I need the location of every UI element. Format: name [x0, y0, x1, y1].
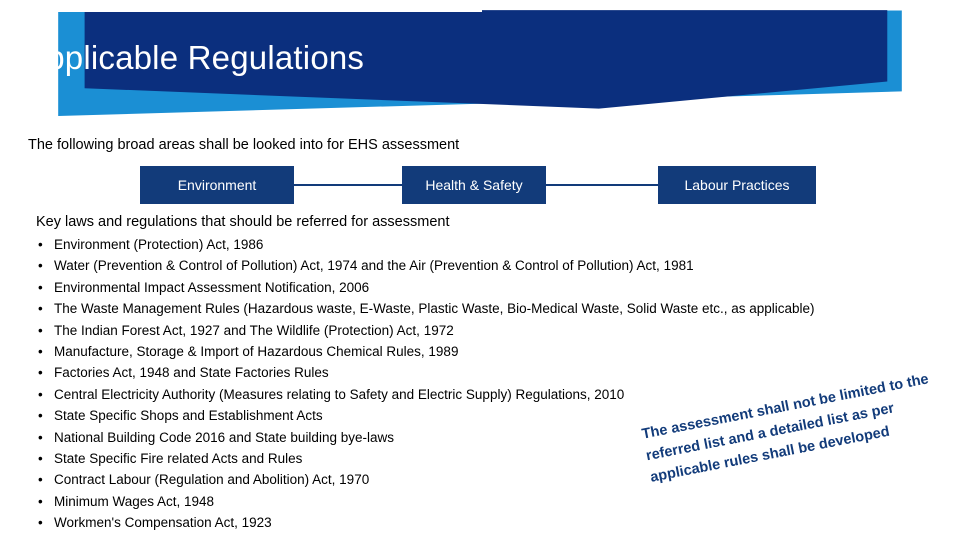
list-item-label: Water (Prevention & Control of Pollution) Act, 1974 and the Air (Prevention & Control of Pollution) Act, 1981	[54, 258, 694, 274]
list-item	[36, 298, 936, 319]
list-item	[36, 362, 936, 383]
process-box-health-safety: Health & Safety	[402, 166, 546, 204]
list-item	[36, 277, 936, 298]
process-box-environment: Environment	[140, 166, 294, 204]
list-item	[36, 469, 936, 490]
list-item-label: Central Electricity Authority (Measures relating to Safety and Electric Supply) Regulations, 2010	[54, 386, 625, 402]
list-item-label: The Indian Forest Act, 1927 and The Wildlife (Protection) Act, 1972	[54, 322, 454, 338]
list-item	[36, 234, 936, 255]
page-title: Applicable Regulations	[24, 39, 365, 76]
bullet-icon: •	[38, 515, 43, 531]
list-item	[36, 341, 936, 362]
bullet-icon: •	[38, 258, 43, 274]
list-item-label: State Specific Shops and Establishment Acts	[54, 408, 323, 424]
bullet-icon: •	[38, 472, 43, 488]
list-item	[36, 491, 936, 512]
bullet-icon: •	[38, 322, 43, 338]
process-flow	[140, 166, 816, 204]
list-item-label: Workmen's Compensation Act, 1923	[54, 515, 272, 531]
regulations-list	[36, 234, 936, 534]
list-item-label: Factories Act, 1948 and State Factories Rules	[54, 365, 329, 381]
list-item-label: Minimum Wages Act, 1948	[54, 493, 215, 509]
slide-header	[0, 0, 960, 132]
list-item	[36, 255, 936, 276]
bullet-icon: •	[38, 301, 43, 317]
list-item-label: Manufacture, Storage & Import of Hazardous Chemical Rules, 1989	[54, 344, 459, 360]
bullet-icon: •	[38, 408, 43, 424]
bullet-icon: •	[38, 237, 43, 252]
callout-note: The assessment shall not be limited to the referred list and a detailed list as per applicable rules shall be developed	[640, 371, 930, 486]
intro-text: The following broad areas shall be looked into for EHS assessment	[28, 137, 460, 153]
list-heading: Key laws and regulations that should be referred for assessment	[36, 214, 450, 230]
list-item-label: Contract Labour (Regulation and Abolition) Act, 1970	[54, 472, 370, 488]
bullet-icon: •	[38, 429, 43, 445]
bullet-icon: •	[38, 451, 43, 467]
bullet-icon: •	[38, 279, 43, 295]
bullet-icon: •	[38, 386, 43, 402]
bullet-icon: •	[38, 493, 43, 509]
header-white-strip	[0, 0, 482, 12]
process-box-labour-practices: Labour Practices	[658, 166, 816, 204]
list-item	[36, 512, 936, 533]
list-item-label: Environment (Protection) Act, 1986	[54, 237, 264, 252]
bullet-icon: •	[38, 365, 43, 381]
list-item	[36, 320, 936, 341]
list-item-label: State Specific Fire related Acts and Rules	[54, 451, 303, 467]
bullet-icon: •	[38, 344, 43, 360]
list-item-label: National Building Code 2016 and State building bye-laws	[54, 429, 394, 445]
list-item-label: Environmental Impact Assessment Notification, 2006	[54, 279, 370, 295]
list-item-label: The Waste Management Rules (Hazardous waste, E-Waste, Plastic Waste, Bio-Medical Waste, Solid Waste etc., as applicable)	[54, 301, 815, 317]
